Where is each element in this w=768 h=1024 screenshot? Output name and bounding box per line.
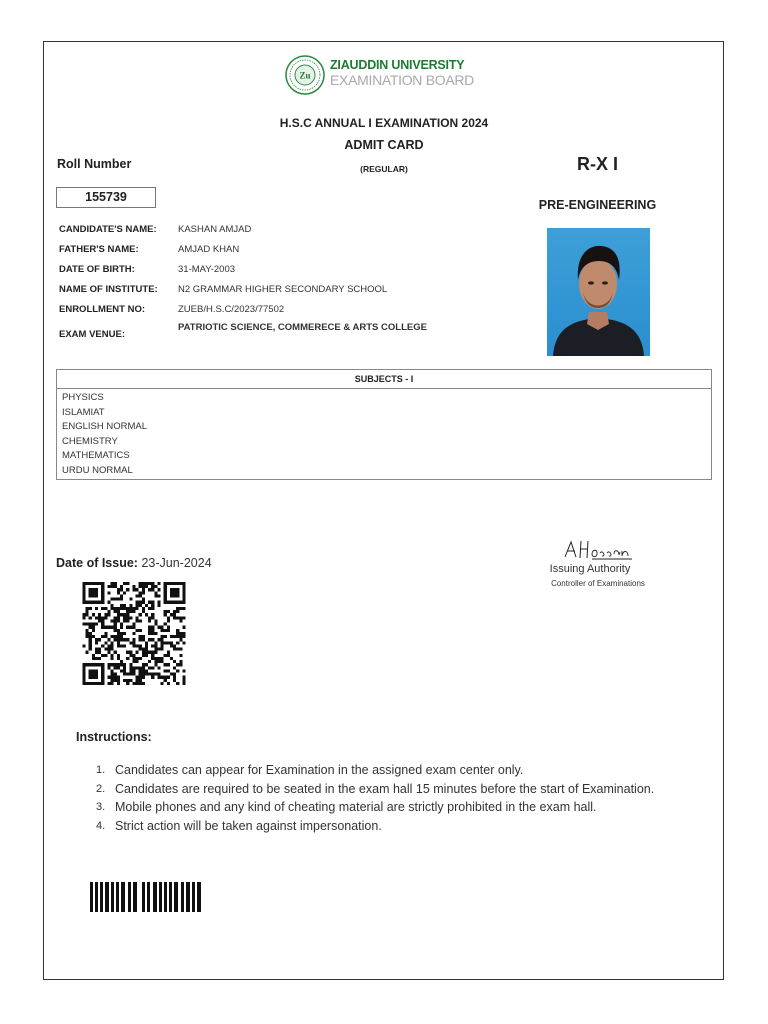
subject-list bbox=[57, 389, 711, 479]
subjects-table bbox=[56, 369, 712, 480]
exam-venue-value: PATRIOTIC SCIENCE, COMMERECE & ARTS COLLEGE bbox=[178, 322, 427, 333]
enrollment-value: ZUEB/H.S.C/2023/77502 bbox=[178, 304, 285, 315]
date-of-issue-label: Date of Issue: bbox=[56, 556, 138, 570]
instructions-title: Instructions: bbox=[76, 730, 152, 744]
barcode bbox=[90, 882, 225, 912]
study-group: PRE-ENGINEERING bbox=[538, 198, 657, 212]
institute-value: N2 GRAMMAR HIGHER SECONDARY SCHOOL bbox=[178, 284, 388, 295]
roll-number-value: 155739 bbox=[56, 187, 156, 208]
candidate-name-label: CANDIDATE'S NAME: bbox=[59, 224, 157, 235]
signature-image bbox=[562, 537, 634, 563]
dob-value: 31-MAY-2003 bbox=[178, 264, 236, 275]
dob-label: DATE OF BIRTH: bbox=[59, 264, 135, 275]
father-name-value: AMJAD KHAN bbox=[178, 244, 240, 255]
instruction-item: 1. Candidates can appear for Examination in the assigned exam center only. bbox=[96, 763, 524, 777]
instructions-list bbox=[96, 761, 656, 835]
candidate-photo bbox=[547, 228, 650, 356]
candidate-name-value: KASHAN AMJAD bbox=[178, 224, 252, 235]
institute-label: NAME OF INSTITUTE: bbox=[59, 284, 158, 295]
admit-card-title: ADMIT CARD bbox=[344, 138, 424, 152]
subject-item: URDU NORMAL bbox=[62, 464, 133, 476]
exam-category: (REGULAR) bbox=[360, 164, 408, 174]
class-code: R-X I bbox=[576, 154, 618, 174]
subject-item: CHEMISTRY bbox=[62, 435, 118, 447]
exam-venue-label: EXAM VENUE: bbox=[59, 329, 125, 340]
controller-of-examinations: Controller of Examinations bbox=[551, 579, 645, 588]
logo-university-name: ZIAUDDIN UNIVERSITY bbox=[330, 58, 465, 72]
subject-item: ENGLISH NORMAL bbox=[62, 421, 147, 433]
university-seal-icon bbox=[285, 55, 325, 95]
university-logo bbox=[285, 55, 485, 95]
qr-code bbox=[80, 582, 188, 685]
instruction-item: 4. Strict action will be taken against impersonation. bbox=[96, 818, 382, 833]
logo-board-name: EXAMINATION BOARD bbox=[330, 72, 474, 88]
subject-item: ISLAMIAT bbox=[62, 406, 105, 418]
father-name-label: FATHER'S NAME: bbox=[59, 244, 139, 255]
subjects-heading: SUBJECTS - I bbox=[57, 370, 711, 389]
date-of-issue bbox=[56, 556, 212, 570]
admit-card-border bbox=[43, 41, 724, 980]
roll-number-label: Roll Number bbox=[57, 157, 132, 171]
instruction-item: 3. Mobile phones and any kind of cheating material are strictly prohibited in the exam hall. bbox=[96, 800, 597, 814]
subject-item: PHYSICS bbox=[62, 392, 104, 403]
subject-item: MATHEMATICS bbox=[62, 450, 130, 462]
exam-title: H.S.C ANNUAL I EXAMINATION 2024 bbox=[279, 116, 489, 130]
issuing-authority: Issuing Authority bbox=[549, 563, 631, 575]
date-of-issue-value: 23-Jun-2024 bbox=[141, 556, 212, 570]
svg-text:Zu: Zu bbox=[299, 70, 311, 81]
instruction-item: 2. Candidates are required to be seated in the exam hall 15 minutes before the start of Examination. bbox=[96, 781, 655, 796]
enrollment-label: ENROLLMENT NO: bbox=[59, 304, 146, 315]
